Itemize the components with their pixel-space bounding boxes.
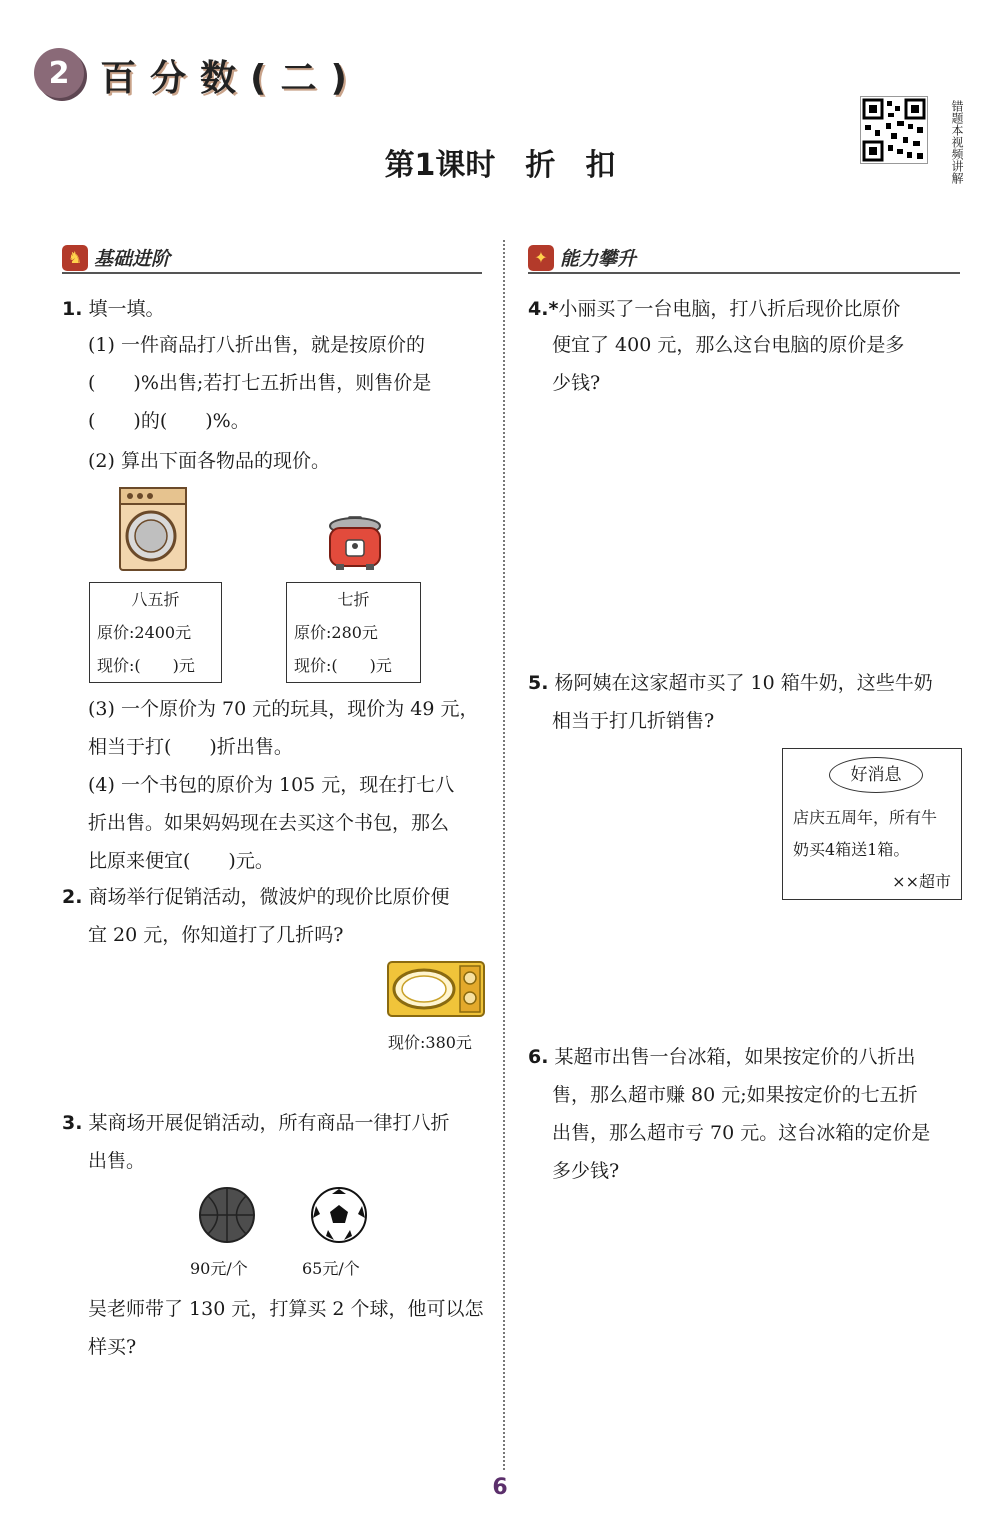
price-card-rice-cooker bbox=[286, 582, 421, 683]
football-icon bbox=[310, 1186, 368, 1248]
q1-part1-line1: (1) 一件商品打八折出售，就是按原价的 bbox=[88, 334, 425, 356]
q1-part3-line2: 相当于打( )折出售。 bbox=[88, 736, 293, 758]
original-price: 原价:2400元 bbox=[97, 623, 192, 642]
qr-label: 错题本视频讲解 bbox=[950, 100, 964, 184]
question-2-line1: 2. 商场举行促销活动，微波炉的现价比原价便 bbox=[62, 886, 450, 908]
section-title-basic: 基础进阶 bbox=[94, 248, 171, 270]
q1-part2: (2) 算出下面各物品的现价。 bbox=[88, 450, 330, 472]
question-3-line3: 吴老师带了 130 元，打算买 2 个球，他可以怎 bbox=[88, 1298, 484, 1320]
washing-machine-icon bbox=[118, 486, 188, 576]
question-6-line1: 6. 某超市出售一台冰箱，如果按定价的八折出 bbox=[528, 1046, 916, 1068]
qr-code-icon[interactable] bbox=[860, 96, 928, 164]
question-3-line4: 样买? bbox=[88, 1336, 137, 1358]
q1-part3-line1: (3) 一个原价为 70 元的玩具，现价为 49 元， bbox=[88, 698, 479, 720]
notice-title: 好消息 bbox=[829, 757, 923, 793]
section-underline-right bbox=[528, 272, 960, 274]
q1-part1-line3: ( )的( )%。 bbox=[88, 410, 250, 432]
discount-label: 八五折 bbox=[131, 590, 180, 609]
section-header-advanced bbox=[528, 244, 636, 272]
star-mark: * bbox=[548, 298, 559, 320]
page-number: 6 bbox=[492, 1475, 508, 1500]
notice-line1: 店庆五周年，所有牛 bbox=[793, 808, 938, 827]
question-4-line3: 少钱? bbox=[552, 372, 601, 394]
q1-part4-line2: 折出售。如果妈妈现在去买这个书包，那么 bbox=[88, 812, 450, 834]
section-header-basic bbox=[62, 244, 170, 272]
current-price-blank[interactable]: 现价:( )元 bbox=[97, 656, 195, 675]
rice-cooker-icon bbox=[326, 514, 384, 576]
question-4-line1: 4.*小丽买了一台电脑，打八折后现价比原价 bbox=[528, 298, 901, 320]
column-divider bbox=[503, 240, 505, 1470]
section-underline-left bbox=[62, 272, 482, 274]
question-5-line1: 5. 杨阿姨在这家超市买了 10 箱牛奶，这些牛奶 bbox=[528, 672, 933, 694]
football-price: 65元/个 bbox=[302, 1259, 360, 1278]
question-1-title: 1. 填一填。 bbox=[62, 298, 165, 320]
question-5-line2: 相当于打几折销售? bbox=[552, 710, 715, 732]
question-6-line2: 售，那么超市赚 80 元;如果按定价的七五折 bbox=[552, 1084, 918, 1106]
climber-icon: ✦ bbox=[528, 245, 554, 271]
question-3-line2: 出售。 bbox=[88, 1150, 146, 1172]
microwave-price-caption: 现价:380元 bbox=[388, 1033, 472, 1052]
original-price: 原价:280元 bbox=[294, 623, 378, 642]
question-2-line2: 宜 20 元，你知道打了几折吗? bbox=[88, 924, 344, 946]
q1-part4-line1: (4) 一个书包的原价为 105 元，现在打七八 bbox=[88, 774, 455, 796]
q1-part1-line2: ( )%出售;若打七五折出售，则售价是 bbox=[88, 372, 432, 394]
discount-label: 七折 bbox=[337, 590, 370, 609]
unit-title: 百分数(二) bbox=[100, 58, 361, 99]
runner-icon: ♞ bbox=[62, 245, 88, 271]
microwave-icon bbox=[386, 960, 486, 1022]
notice-line2: 奶买4箱送1箱。 bbox=[793, 840, 910, 859]
section-title-advanced: 能力攀升 bbox=[560, 248, 637, 270]
current-price-blank[interactable]: 现价:( )元 bbox=[294, 656, 392, 675]
question-6-line3: 出售，那么超市亏 70 元。这台冰箱的定价是 bbox=[552, 1122, 931, 1144]
question-6-line4: 多少钱? bbox=[552, 1160, 620, 1182]
basketball-price: 90元/个 bbox=[190, 1259, 248, 1278]
unit-number-badge: 2 bbox=[34, 48, 84, 98]
lesson-title: 第1课时 折 扣 bbox=[384, 148, 616, 183]
notice-signature: ××超市 bbox=[892, 872, 951, 891]
supermarket-notice bbox=[782, 748, 962, 900]
question-4-line2: 便宜了 400 元，那么这台电脑的原价是多 bbox=[552, 334, 905, 356]
question-3-line1: 3. 某商场开展促销活动，所有商品一律打八折 bbox=[62, 1112, 450, 1134]
price-card-washing-machine bbox=[89, 582, 222, 683]
q1-part4-line3: 比原来便宜( )元。 bbox=[88, 850, 274, 872]
basketball-icon bbox=[198, 1186, 256, 1248]
